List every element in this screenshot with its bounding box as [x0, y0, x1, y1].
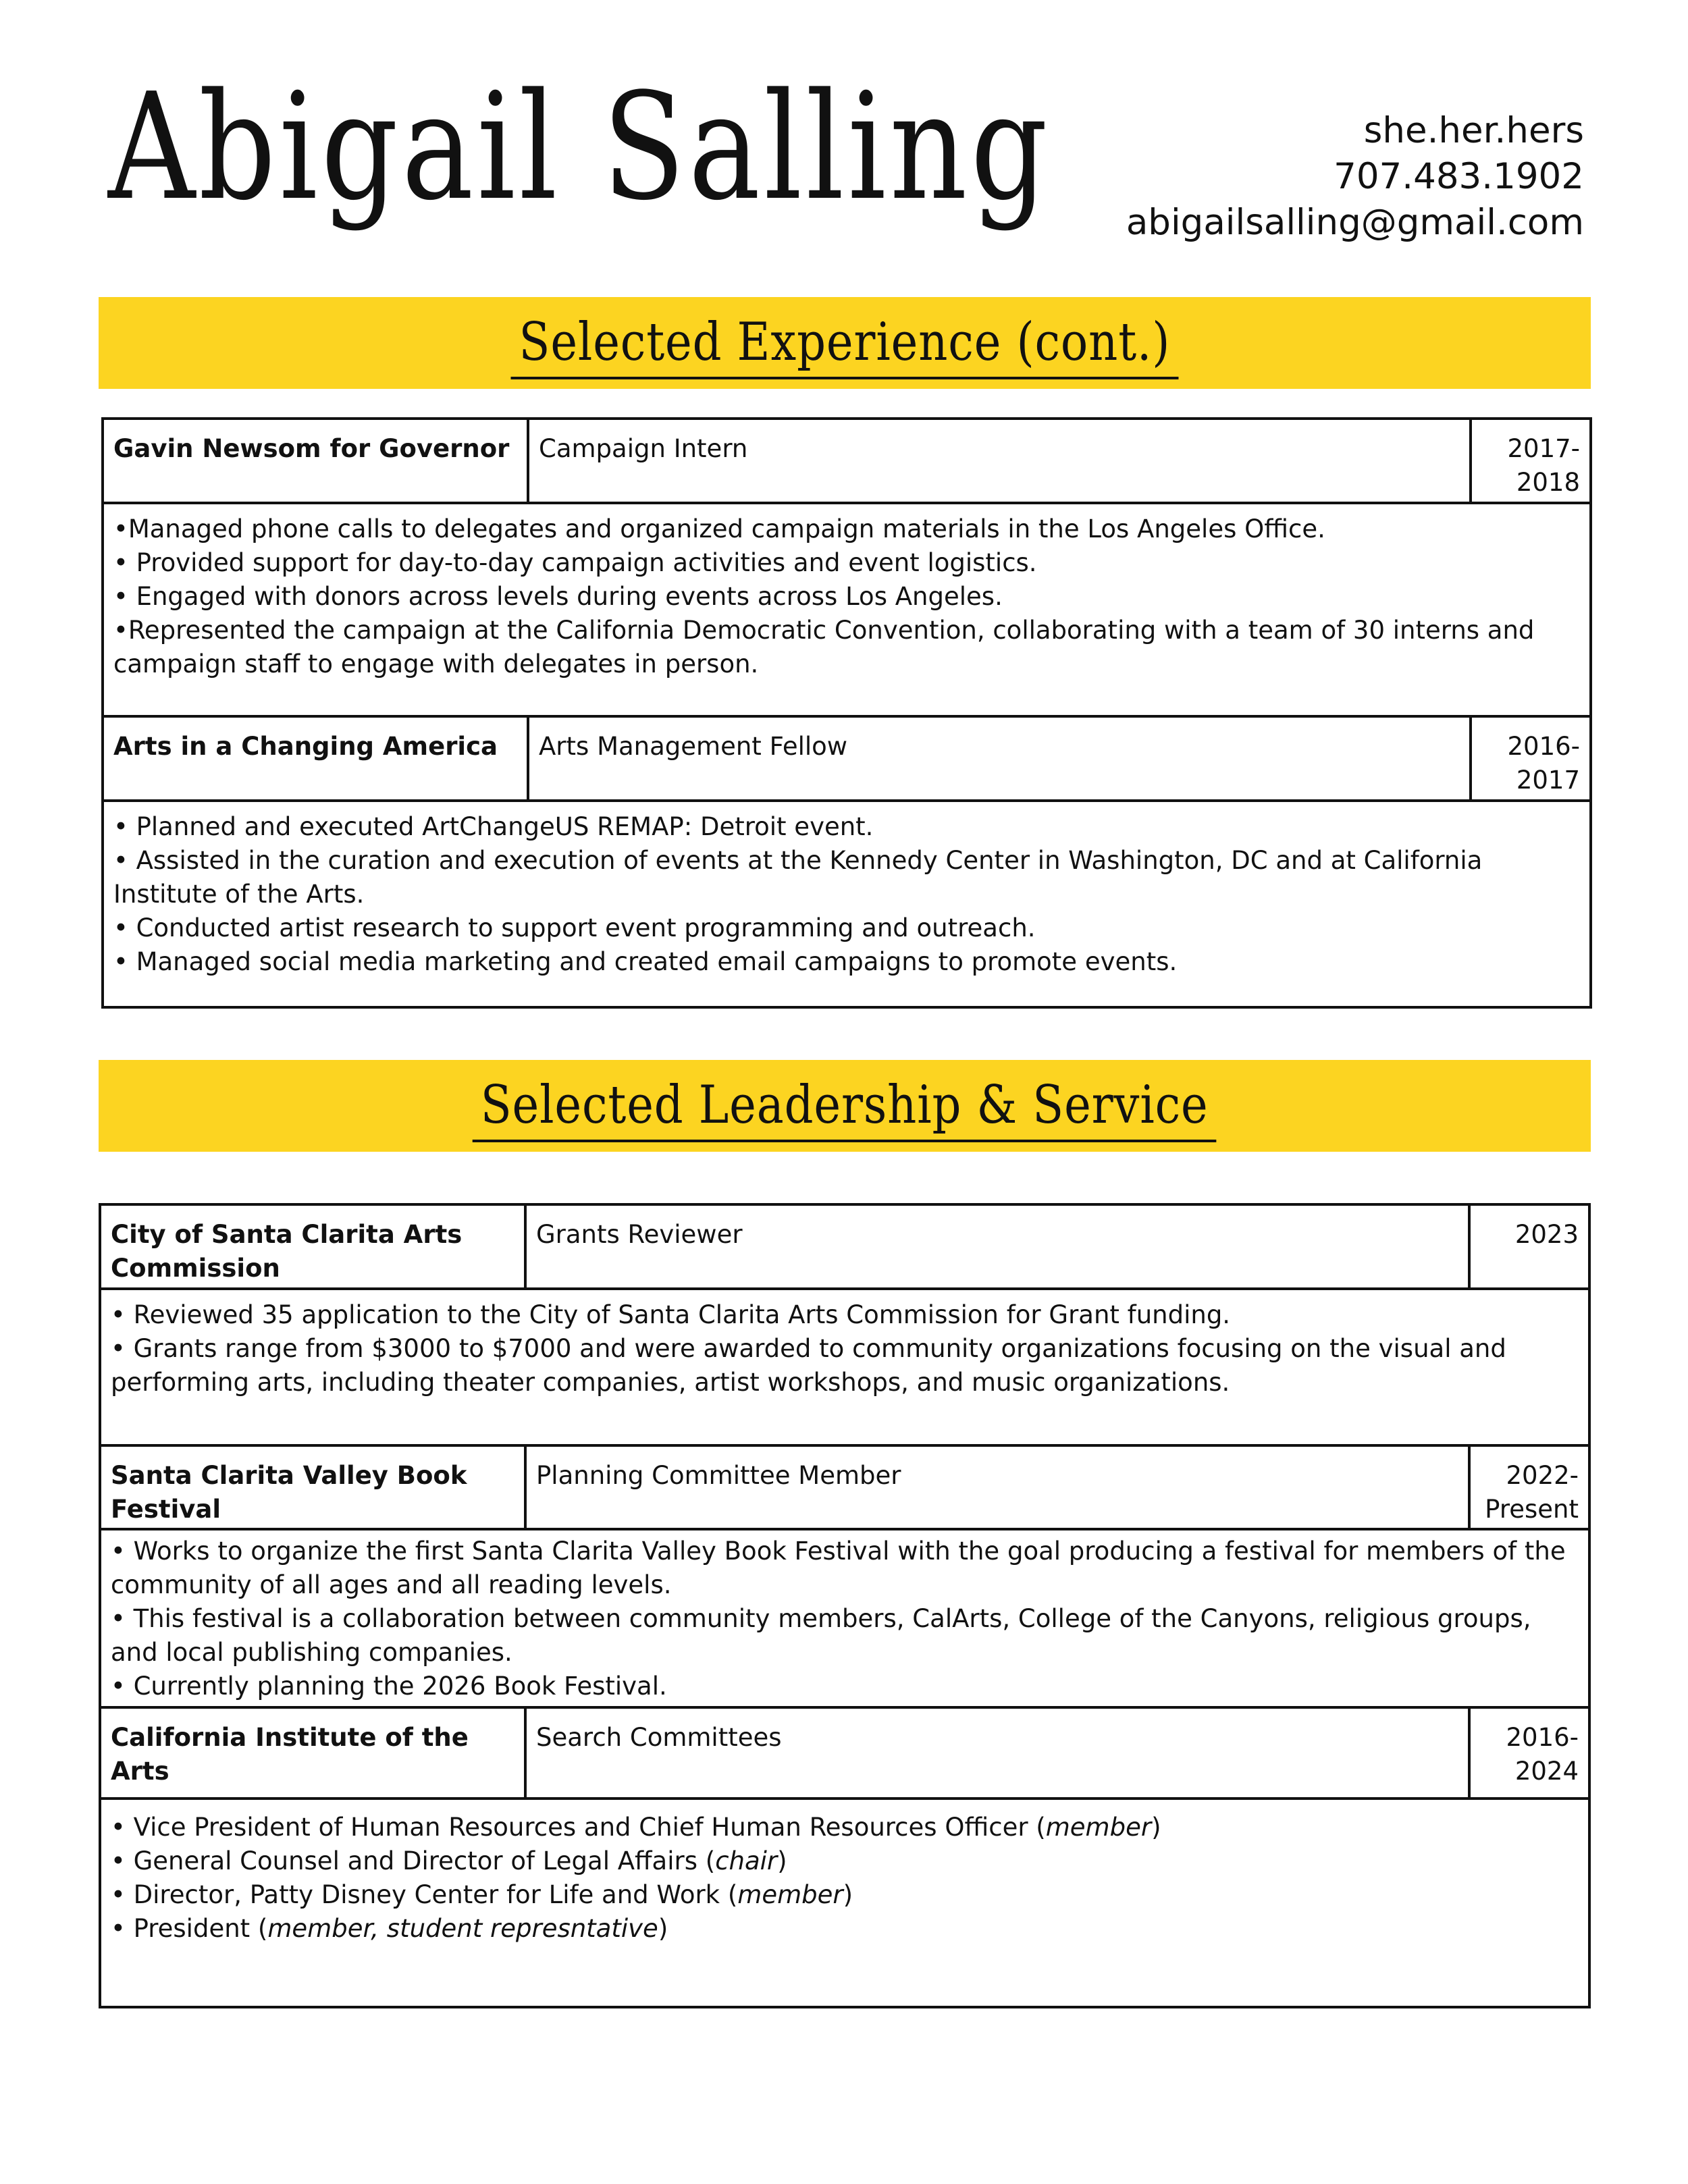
entry-role: Campaign Intern — [529, 420, 1472, 502]
phone-number[interactable]: 707.483.1902 — [1334, 156, 1584, 197]
entry-dates: 2022-Present — [1485, 1461, 1579, 1524]
pronouns: she.her.hers — [1363, 110, 1584, 151]
bullet: • Provided support for day-to-day campaign activities and event logistics. — [113, 548, 1037, 577]
bullet: • Managed social media marketing and created email campaigns to promote events. — [113, 947, 1178, 976]
entry-role: Search Committees — [527, 1709, 1471, 1797]
leadership-table — [99, 1203, 1591, 2008]
bullet: •Represented the campaign at the California Democratic Convention, collaborating with a team of 30 interns and campaign staff to engage with delegates in person. — [113, 616, 1535, 678]
contact-block — [1126, 108, 1584, 246]
leadership-entry — [101, 1206, 1588, 1444]
entry-organization: Gavin Newsom for Governor — [104, 420, 529, 502]
entry-description — [104, 802, 1589, 986]
bullet: • Assisted in the curation and execution of events at the Kennedy Center in Washington, DC and at California Institute of the Arts. — [113, 846, 1483, 909]
bullet: • General Counsel and Director of Legal Affairs (chair) — [111, 1846, 787, 1875]
entry-dates: 2016-2017 — [1507, 732, 1580, 795]
email-address[interactable]: abigailsalling@gmail.com — [1126, 202, 1584, 243]
experience-banner — [99, 297, 1591, 389]
entry-description — [101, 1290, 1588, 1406]
bullet: • This festival is a collaboration between community members, CalArts, College of the Canyons, religious groups, and local publishing companies. — [111, 1604, 1531, 1667]
bullet: • Currently planning the 2026 Book Festival. — [111, 1672, 667, 1701]
applicant-name: Abigail Salling — [108, 62, 1051, 233]
leadership-heading: Selected Leadership & Service — [473, 1075, 1217, 1142]
leadership-entry — [101, 1444, 1588, 1706]
entry-organization: California Institute of the Arts — [101, 1709, 527, 1797]
leadership-banner — [99, 1060, 1591, 1152]
experience-heading: Selected Experience (cont.) — [511, 312, 1179, 379]
entry-description — [104, 504, 1589, 688]
experience-entry — [104, 420, 1589, 715]
bullet: • Planned and executed ArtChangeUS REMAP: Detroit event. — [113, 812, 874, 841]
leadership-entry — [101, 1706, 1588, 2006]
bullet: • Works to organize the first Santa Clarita Valley Book Festival with the goal producing a festival for members of the community of all ages and all reading levels. — [111, 1537, 1566, 1599]
entry-description — [101, 1800, 1588, 1952]
entry-description — [101, 1530, 1588, 1710]
bullet: • Grants range from $3000 to $7000 and were awarded to community organizations focusing on the visual and performing arts, including theater companies, artist workshops, and music organizations. — [111, 1334, 1506, 1397]
bullet: • Reviewed 35 application to the City of Santa Clarita Arts Commission for Grant funding. — [111, 1300, 1231, 1329]
bullet: •Managed phone calls to delegates and organized campaign materials in the Los Angeles Office. — [113, 514, 1325, 543]
entry-role: Grants Reviewer — [527, 1206, 1471, 1287]
bullet: • Director, Patty Disney Center for Life and Work (member) — [111, 1880, 853, 1909]
entry-organization: Santa Clarita Valley Book Festival — [101, 1447, 527, 1528]
experience-entry — [104, 715, 1589, 1006]
bullet: • Vice President of Human Resources and Chief Human Resources Officer (member) — [111, 1813, 1161, 1842]
entry-organization: City of Santa Clarita Arts Commission — [101, 1206, 527, 1287]
bullet: • Engaged with donors across levels during events across Los Angeles. — [113, 582, 1003, 611]
entry-organization: Arts in a Changing America — [104, 718, 529, 799]
entry-dates: 2023 — [1514, 1220, 1579, 1249]
experience-table — [101, 417, 1592, 1009]
bullet: • President (member, student represntative) — [111, 1914, 668, 1943]
bullet: • Conducted artist research to support event programming and outreach. — [113, 913, 1036, 942]
entry-role: Planning Committee Member — [527, 1447, 1471, 1528]
entry-dates: 2017-2018 — [1507, 434, 1580, 497]
entry-role: Arts Management Fellow — [529, 718, 1472, 799]
entry-dates: 2016-2024 — [1506, 1723, 1579, 1786]
